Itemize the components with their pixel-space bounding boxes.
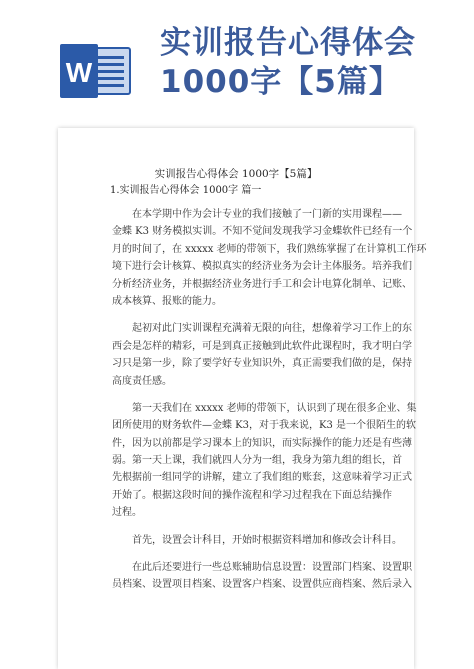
banner <box>0 0 474 110</box>
banner-title <box>160 24 470 102</box>
paragraph <box>112 400 417 522</box>
paragraph-line: 境下进行会计核算、模拟真实的经济业务为会计主体服务。培养我们 <box>112 261 412 273</box>
paragraph-line: 成本核算、报账的能力。 <box>112 295 222 307</box>
section-heading: 1.实训报告心得体会 1000字 篇一 <box>110 185 262 196</box>
banner-title-line-1: 实训报告心得体会 <box>160 25 416 61</box>
paragraph-line: 月的时间了，在 xxxxx 老师的带领下，我们熟练掌握了在计算机工作环 <box>112 243 427 255</box>
document-body <box>112 206 427 594</box>
paragraph-line: 起初对此门实训课程充满着无限的向往，想像着学习工作上的东 <box>132 323 412 335</box>
word-document-icon <box>60 44 134 98</box>
word-icon-letter: W <box>65 57 93 88</box>
paragraph-line: 在此后还要进行一些总账辅助信息设置：设置部门档案、设置职 <box>132 562 412 574</box>
paragraph-gap <box>112 549 370 559</box>
paragraph-line: 过程。 <box>112 507 142 519</box>
paragraph-line: 弱。第一天上课，我们就四人分为一组，我身为第九组的组长，首 <box>112 455 402 467</box>
paragraph-line: 团所使用的财务软件—金蝶 K3，对于我来说，K3 是一个很陌生的软 <box>112 420 417 432</box>
banner-title-line-2: 1000字【5篇】 <box>160 64 401 100</box>
paragraph-line: 金蝶 K3 财务模拟实训。不知不觉间发现我学习金蝶软件已经有一个 <box>112 226 413 238</box>
paragraph-gap <box>112 522 370 532</box>
paragraph-line: 先根据前一组同学的讲解，建立了我们组的账套，这意味着学习正式 <box>112 472 412 484</box>
paragraph-gap <box>112 310 370 320</box>
paragraph-line: 高度责任感。 <box>112 375 172 387</box>
paragraph-line: 分析经济业务，并根据经济业务进行手工和会计电算化制单、记账、 <box>112 278 412 290</box>
paragraph-line: 在本学期中作为会计专业的我们接触了一门新的实用课程—— <box>132 209 402 220</box>
paragraph <box>112 320 412 390</box>
paragraph-line: 首先，设置会计科目，开始时根据资料增加和修改会计科目。 <box>132 534 402 546</box>
paragraph-line: 开始了。根据这段时间的操作流程和学习过程我在下面总结操作 <box>112 489 392 501</box>
document-header: 实训报告心得体会 1000字【5篇】 <box>154 168 318 180</box>
paragraph <box>112 206 427 310</box>
paragraph-line: 习只是第一步，除了要学好专业知识外，真正需要我们做的是，保持 <box>112 358 412 370</box>
paragraph-gap <box>112 390 370 400</box>
paragraph <box>112 532 402 549</box>
paragraph-line: 件，因为以前都是学习课本上的知识，而实际操作的能力还是有些薄 <box>112 437 412 449</box>
paragraph-line: 西会是怎样的精彩，可是到真正接触到此软件此课程时，我才明白学 <box>112 340 412 352</box>
paragraph-line: 第一天我们在 xxxxx 老师的带领下，认识到了现在很多企业、集 <box>132 402 417 414</box>
paragraph-line: 员档案、设置项目档案、设置客户档案、设置供应商档案、然后录入 <box>112 579 412 591</box>
paragraph <box>112 559 412 594</box>
document-page <box>58 128 427 669</box>
